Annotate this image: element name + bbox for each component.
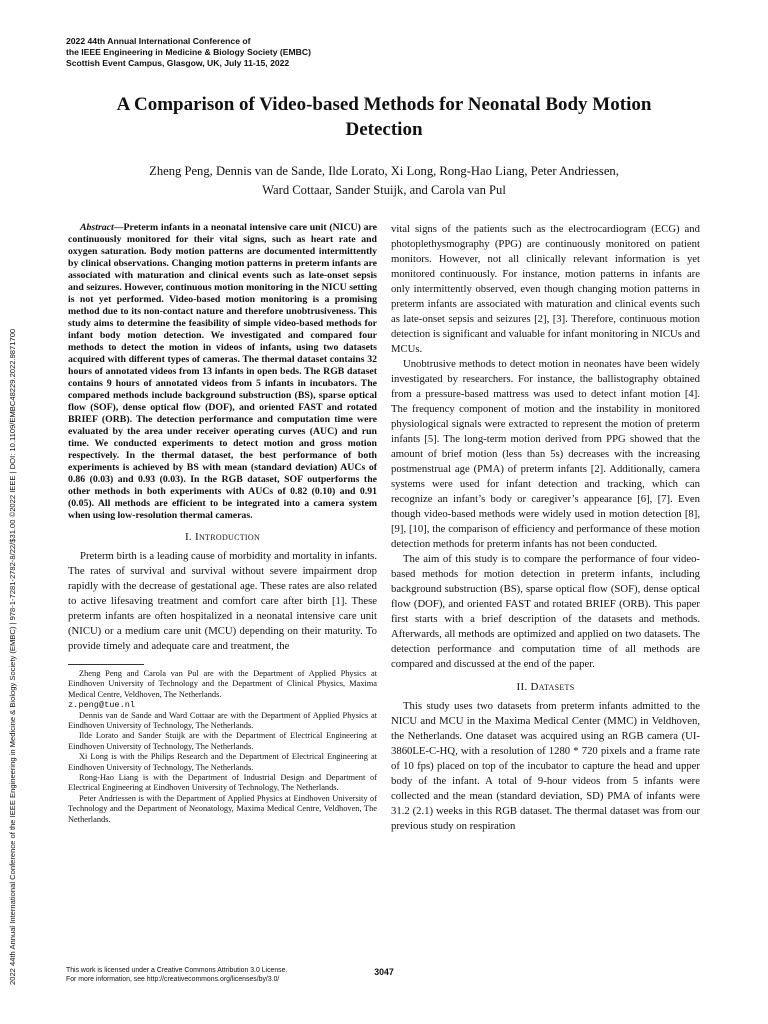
intro-paragraph-1: Preterm birth is a leading cause of morbidity and mortality in infants. The rates of survival and survival without severe impairment drop rapidly with the decrease of gestational age. These rates are also related to active lifesaving treatment and comfort care after birth [1]. These preterm infants are often hospitalized in a neonatal intensive care unit (NICU) or a medium care unit (MCU) depending on their maturity. To provide timely and adequate care and treatment, the bbox=[68, 550, 377, 652]
left-column bbox=[68, 222, 377, 825]
footnote-3: Ilde Lorato and Sander Stuijk are with the Department of Electrical Engineering at Eindhoven University of Technology, The Netherlands. bbox=[68, 731, 377, 751]
footnote-6: Peter Andriessen is with the Department of Applied Physics at Eindhoven University of Technology and the Department of Neonatology, Maxima Medical Centre, Veldhoven, The Netherlands. bbox=[68, 793, 377, 824]
right-column bbox=[391, 222, 700, 834]
paper-title-line-1: A Comparison of Video-based Methods for Neonatal Body Motion bbox=[116, 94, 652, 115]
abstract-label: Abstract — bbox=[80, 222, 124, 233]
footnote-divider bbox=[68, 664, 144, 665]
conference-header bbox=[66, 36, 446, 69]
license-line-2[interactable]: For more information, see http://creativecommons.org/licenses/by/3.0/ bbox=[66, 976, 280, 983]
footnote-2: Dennis van de Sande and Ward Cottaar are with the Department of Applied Physics at Eindhoven University of Technology, The Netherlands. bbox=[68, 710, 377, 731]
author-list bbox=[90, 162, 678, 200]
section-heading-introduction: I. Introduction bbox=[184, 531, 261, 543]
intro-paragraph-3: The aim of this study is to compare the performance of four video-based methods for motion detection in preterm infants, including background substruction (BS), sparse optical flow (SOF), dense optical flow (DOF), and oriented FAST and rotated BRIEF (ORB). This paper first starts with a brief description of the datasets and methods. Afterwards, all methods are optimized and applied on two datasets. The detection performance and computation time of all methods are compared and discussed at the end of the paper. bbox=[391, 553, 700, 670]
license-notice bbox=[66, 966, 386, 984]
footnote-1: Zheng Peng and Carola van Pul are with the Department of Applied Physics at Eindhoven University of Technology and the Department of Clinical Physics, Maxima Medical Centre, Veldhoven, The Netherlands. bbox=[68, 669, 377, 699]
license-line-1: This work is licensed under a Creative Commons Attribution 3.0 License. bbox=[66, 967, 288, 974]
conference-line-3: Scottish Event Campus, Glasgow, UK, July 11-15, 2022 bbox=[66, 58, 290, 68]
section-heading-datasets: II. Datasets bbox=[516, 681, 575, 693]
paper-title-line-2: Detection bbox=[345, 119, 423, 140]
abstract-text: Preterm infants in a neonatal intensive care unit (NICU) are continuously monitored for their vital signs, such as heart rate and oxygen saturation. Body motion patterns are documented intermittently by clinical observations. Changing motion patterns in preterm infants are associated with maturation and clinical events such as late-onset sepsis and seizures. However, continuous motion monitoring in the NICU setting is not yet performed. Video-based motion monitoring is a promising method due to its non-contact nature and therefore unobtrusiveness. This study aims to determine the feasibility of simple video-based methods for infant body motion detection. We investigated and compared four methods to detect the motion in videos of infants, using two datasets acquired with different types of cameras. The thermal dataset contains 32 hours of annotated videos from 13 infants in open beds. The RGB dataset contains 9 hours of annotated videos from 5 infants in incubators. The compared methods include background substruction (BS), sparse optical flow (SOF), dense optical flow (DOF), and oriented FAST and rotated BRIEF (ORB). The detection performance and computation time were evaluated by the area under receiver operating curves (AUC) and run time. We conducted experiments to detect motion and gross motion respectively. In the thermal dataset, the best performance of both experiments is achieved by BS with mean (standard deviation) AUCs of 0.86 (0.03) and 0.93 (0.03). In the RGB dataset, SOF outperforms the other methods in both experiments with AUCs of 0.82 (0.10) and 0.91 (0.05). All methods are efficient to be integrated into a camera system when using low-resolution thermal cameras. bbox=[68, 222, 377, 521]
footnote-email[interactable]: z.peng@tue.nl bbox=[68, 700, 136, 711]
paper-title bbox=[80, 92, 688, 142]
footnotes bbox=[68, 669, 377, 825]
author-line-2: Ward Cottaar, Sander Stuijk, and Carola van Pul bbox=[262, 183, 506, 197]
page-number: 3047 bbox=[374, 967, 394, 977]
footnote-4: Xi Long is with the Philips Research and the Department of Electrical Engineering at Eindhoven University of Technology, The Netherlands. bbox=[68, 752, 377, 772]
conference-line-2: the IEEE Engineering in Medicine & Biology Society (EMBC) bbox=[66, 47, 311, 57]
conference-line-1: 2022 44th Annual International Conference of bbox=[66, 36, 251, 46]
abstract bbox=[68, 222, 377, 522]
intro-paragraph-continued: vital signs of the patients such as the electrocardiogram (ECG) and photoplethysmography (PPG) are continuously monitored on patient monitors. However, not all clinically relevant information is yet monitored continuously. For instance, motion patterns in infants are only intermittently observed, even though changing motion patterns in preterm infants are associated with maturation and clinical events such as late-onset sepsis and seizures [2], [3]. Therefore, continuous motion detection is significant and valuable for infant monitoring in NICUs and MCUs. bbox=[391, 223, 700, 355]
side-doi-stamp: 2022 44th Annual International Conference of the IEEE Engineering in Medicine & Biology Society (EMBC) | 978-1-7281-2782-8/22/$31.00 ©2022 IEEE | DOI: 10.1109/EMBC48229.2022.9871700 bbox=[8, 328, 17, 985]
footnote-5: Rong-Hao Liang is with the Department of Industrial Design and Department of Electrical Engineering at Eindhoven University of Technology, The Netherlands. bbox=[68, 773, 377, 793]
intro-paragraph-2: Unobtrusive methods to detect motion in neonates have been widely investigated by researchers. For instance, the ballistography obtained from a pressure-based mattress was used to detect infant motion [4]. The frequency component of motion and the instability in monitored physiological signals were extracted to represent the motion of preterm infants [5]. The long-term motion derived from PPG showed that the amount of brief motion (less than 5s) decreases with the increasing postmenstrual age (PMA) of preterm infants [2]. Additionally, camera systems were used for infant detection and tracking, which can recognize an infant’s body or caregiver’s appearance [6], [7]. Even though video-based methods were widely used in motion detection [8], [9], [10], the comparison of efficiency and performance of these motion detection methods for preterm infants has not been conducted. bbox=[391, 358, 700, 550]
author-line-1: Zheng Peng, Dennis van de Sande, Ilde Lorato, Xi Long, Rong-Hao Liang, Peter Andriessen, bbox=[149, 164, 619, 178]
datasets-paragraph-1: This study uses two datasets from preterm infants admitted to the NICU and MCU in the Maxima Medical Center (MMC) in Veldhoven, the Netherlands. One dataset was acquired using an RGB camera (UI-3860LE-C-HQ, with a resolution of 1280 * 720 pixels and a frame rate of 10 fps) placed on top of the incubator to capture the head and upper body of the infant. A total of 9-hour videos from 5 infants were collected and the mean (standard deviation, SD) PMA of infants were 31.2 (2.1) weeks in this RGB dataset. The thermal dataset was from our previous study on respiration bbox=[391, 700, 700, 832]
